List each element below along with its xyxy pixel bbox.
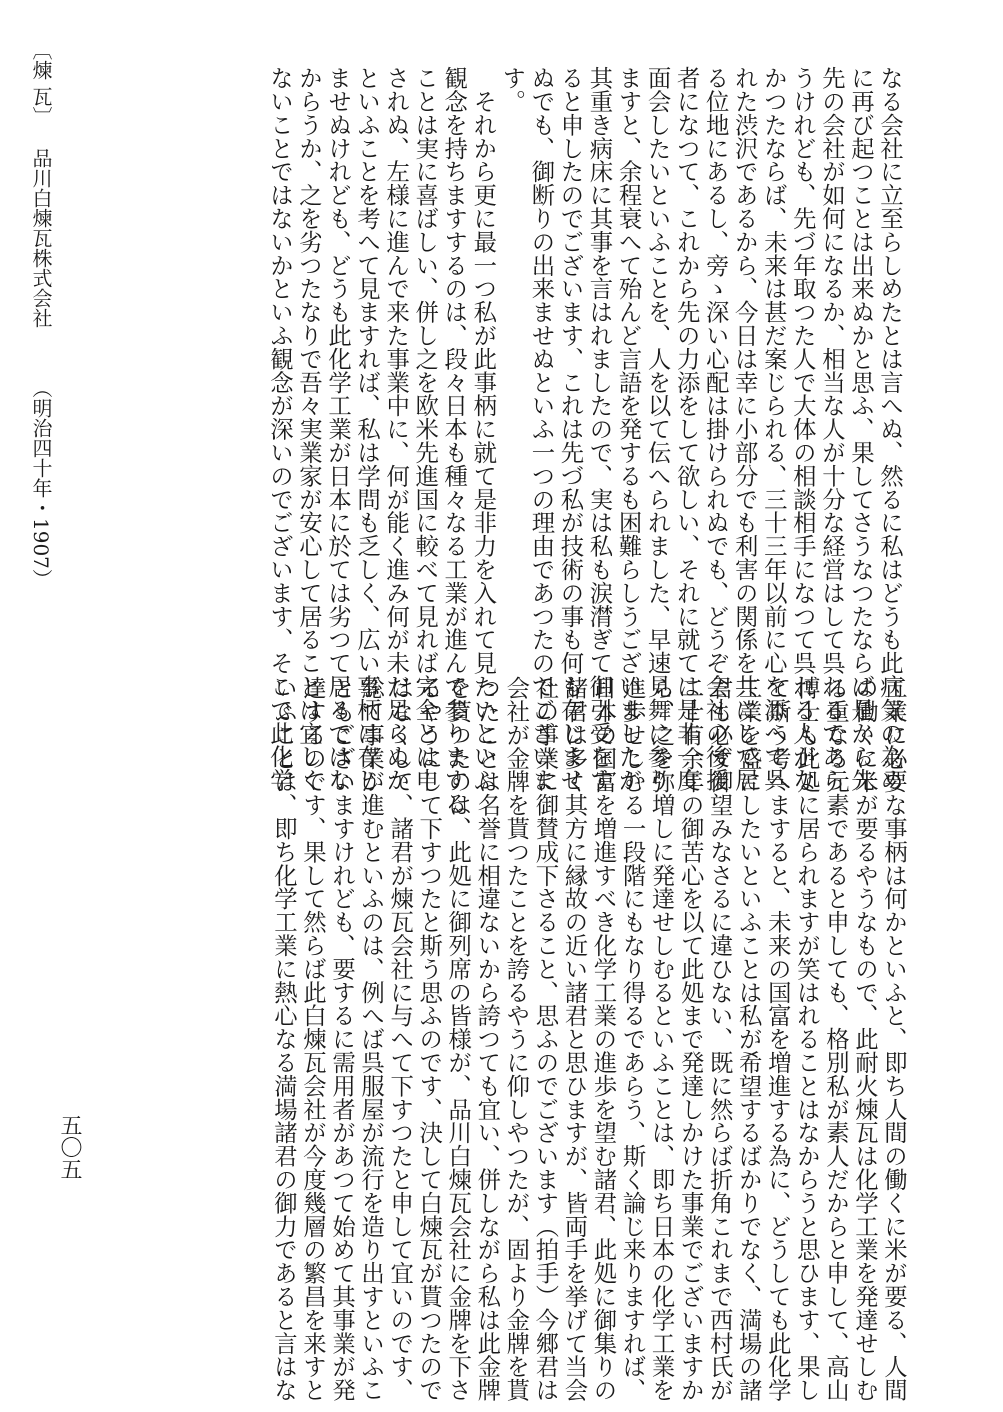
text-column: るやうにして下すつたと斯う思ふのです、決して白煉瓦が貰つたので — [415, 676, 444, 1402]
text-column: 日本の国富を増進すべき化学工業の進歩を望む諸君、此処に御集りの — [589, 676, 618, 1402]
text-column: 其重き病床に其事を言はれましたので、実は私も涙潸ぎて御引受をす — [585, 66, 614, 792]
text-column: 工業に必要な事柄は何かといふと、即ち人間の働くに米が要る、人間 — [880, 676, 908, 1402]
text-column: つたことは名誉に相違ないから誇つても宜い、併しながら私は此金牌 — [473, 676, 502, 1402]
source-publisher-label: 品川白煉瓦株式会社 — [29, 148, 53, 328]
text-column: 君も必ず御望みなさるに違ひない、既に然らば折角これまで西村氏が — [705, 676, 734, 1402]
text-column: ませぬけれども、どうも此化学工業が日本に於ては劣つて居るではな — [324, 66, 353, 792]
text-column: といふことを考へて見ますれば、私は学問も乏しく、広い事柄は存じ — [353, 66, 382, 792]
text-column: る位地にあるし、旁ゝ深い心配は掛けられぬでも、どうぞ会社の後援 — [701, 66, 730, 792]
text-column: 社の事業に御賛成下さること、思ふのでございます（拍手）今郷君は — [531, 676, 560, 1402]
text-column: なる会社に立至らしめたとは言へぬ、然るに私はどうも此病気の為め — [876, 66, 904, 792]
text-column: うけれども、先づ年取つた人で大体の相談相手になつて呉れる人がな — [788, 66, 817, 792]
text-column: 諸君は多く其方に縁故の近い諸君と思ひますが、皆両手を挙げて当会 — [560, 676, 589, 1402]
text-column: からうか、之を劣つたなりで吾々実業家が安心して居ることは宜しく — [295, 66, 323, 792]
text-column: それから更に最一つ私が此事柄に就て是非力を入れて見たいといふ — [469, 66, 498, 792]
source-date-label: （明治四十年・1907） — [29, 378, 53, 589]
text-column: 会社が金牌を貰つたことを誇るやうに仰しやつたが、固より金牌を貰 — [502, 676, 531, 1402]
text-column: ると申したのでございます、これは先づ私が技術の事も何も存じませ — [556, 66, 585, 792]
text-column: ぬでも、御断りの出来ませぬといふ一つの理由であつたのでございま — [527, 66, 556, 792]
text-column: いふことは、即ち化学工業に熱心なる満場諸君の御力であると言はな — [269, 676, 298, 1402]
text-column: て斯う考へますると、未来の国富を増進する為に、どうしても此化学 — [763, 676, 792, 1402]
text-column: の働くに米が要るやうなもので、此耐火煉瓦は化学工業を発達せしむ — [850, 676, 879, 1402]
text-column: れた渋沢であるから、今日は幸に小部分でも利害の関係を共にして居 — [730, 66, 759, 792]
text-column: 者になつて、これから先の力添をして欲しい、それに就ては是非一度 — [672, 66, 701, 792]
text-column: 面会したいといふことを、人を以て伝へられました、早速見舞に参り — [643, 66, 672, 792]
text-column: る重なる元素であると申しても、格別私が素人だからと申して、高山 — [821, 676, 850, 1402]
text-column: されぬ、左様に進んで来た事業中に、何が能く進み何が未だ足らぬか — [382, 66, 411, 792]
text-column: ないことではないかといふ観念が深いのでございます、そこで此化学 — [265, 66, 294, 792]
text-column: ら、之を弥増しに発達せしむるといふことは、即ち日本の化学工業を — [647, 676, 676, 1402]
text-column: 博士も此処に居られますが笑はれることはなからうと思ひます、果し — [792, 676, 821, 1402]
text-column: 先の会社が如何になるか、相当な人が十分な経営はして呉れるであら — [817, 66, 846, 792]
text-column: かつたならば、未来は甚だ案じられる、三十三年以前に心を添へて呉 — [759, 66, 788, 792]
text-column: を貰つたのは、此処に御列席の皆様が、品川白煉瓦会社に金牌を下さ — [444, 676, 473, 1402]
text-column: 達するのです、果して然らば此白煉瓦会社が今度幾層の繁昌を来すと — [299, 676, 327, 1402]
page-number: 五〇五 — [57, 1114, 82, 1180]
text-column: 総て事業が進むといふのは、例へば呉服屋が流行を造り出すといふこ — [357, 676, 386, 1402]
text-column: ますと、余程衰へて殆んど言語を発するも困難らしうございましたが — [614, 66, 643, 792]
text-column: 二十有余年の御苦心を以て此処まで発達しかけた事業でございますか — [676, 676, 705, 1402]
text-column: 観念を持ちますするのは、段々日本も種々なる工業が進んで参りまする — [440, 66, 469, 815]
text-column: はなくして、諸君が煉瓦会社に与へて下すつたと申して宜いのです、 — [386, 676, 415, 1402]
text-column: に再び起つことは出来ぬかと思ふ、果してさうなつたならば是から先 — [846, 66, 875, 792]
text-column: す。 — [498, 66, 527, 113]
source-work-label: 〔煉 瓦〕 — [29, 40, 53, 127]
text-column: ともございますけれども、要するに需用者があつて始めて其事業が発 — [328, 676, 357, 1402]
text-column: 進歩せしむる一段階にもなり得るであらう、斯く論じ来りますれば、 — [618, 676, 647, 1402]
text-column: 工業を盛にしたいといふことは私が希望するばかりでなく、満場の諸 — [734, 676, 763, 1402]
text-column: ことは実に喜ばしい、併し之を欧米先進国に較べて見れば完全とは申 — [411, 66, 440, 792]
